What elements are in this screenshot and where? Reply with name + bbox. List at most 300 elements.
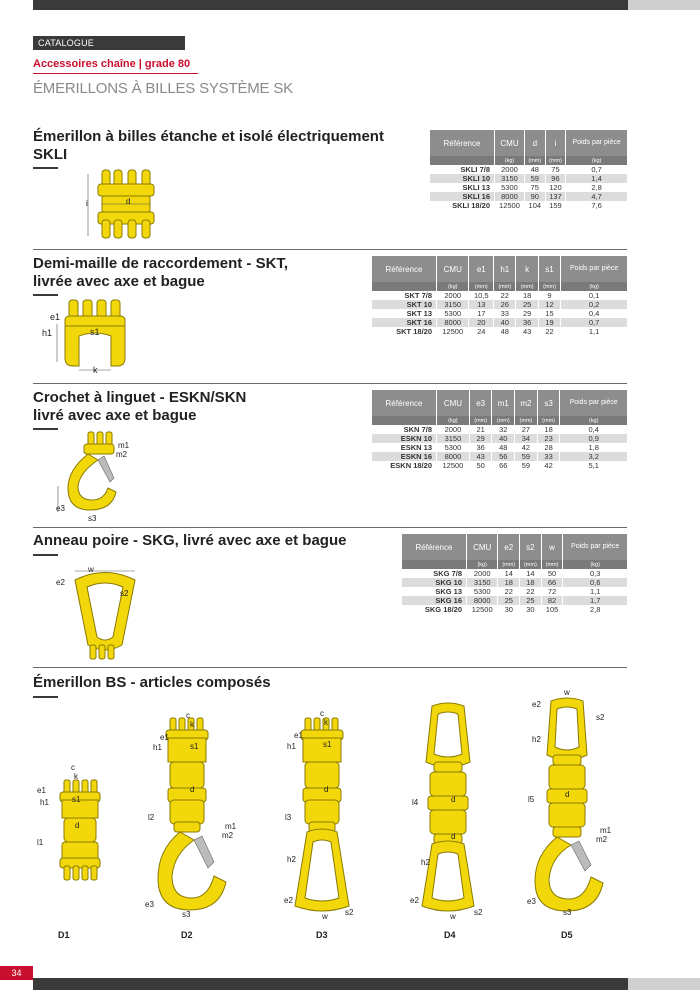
d5-dim-d: d bbox=[565, 790, 570, 799]
cell: 0,2 bbox=[561, 300, 627, 309]
cell: 29 bbox=[516, 309, 538, 318]
cell: 66 bbox=[492, 461, 515, 470]
unit-cell: (mm) bbox=[520, 560, 542, 569]
table-row bbox=[372, 309, 627, 318]
unit-cell: (mm) bbox=[515, 416, 538, 425]
cell: 5300 bbox=[437, 443, 470, 452]
cell: 0,9 bbox=[560, 434, 627, 443]
cell: SKT 7/8 bbox=[404, 291, 432, 300]
cell: 2,8 bbox=[563, 605, 627, 614]
cell: 2000 bbox=[467, 569, 498, 578]
unit-cell: (mm) bbox=[541, 560, 563, 569]
cell: 42 bbox=[515, 443, 538, 452]
table-row bbox=[430, 174, 627, 183]
unit-cell: (mm) bbox=[469, 282, 494, 291]
eskn-title-line1: Crochet à linguet - ESKN/SKN bbox=[33, 389, 247, 406]
table-row bbox=[430, 165, 627, 174]
th-s3: s3 bbox=[537, 390, 560, 416]
d3-dim-l3: l3 bbox=[285, 813, 292, 822]
cell: 22 bbox=[498, 587, 520, 596]
d1-drawing bbox=[50, 770, 110, 910]
d4-dim-w: w bbox=[450, 912, 456, 921]
cell: 22 bbox=[538, 327, 560, 336]
cell: 12500 bbox=[437, 327, 469, 336]
cell: 3150 bbox=[437, 434, 470, 443]
cell: 0,7 bbox=[561, 318, 627, 327]
th-poids: Poids par pièce bbox=[563, 534, 627, 560]
cell: 24 bbox=[469, 327, 494, 336]
d5-dim-s3: s3 bbox=[563, 908, 572, 917]
d2-dim-e1: e1 bbox=[160, 733, 169, 742]
th-cmu: CMU bbox=[437, 390, 470, 416]
cell: SKG 13 bbox=[435, 587, 462, 596]
cell: 12 bbox=[538, 300, 560, 309]
th-reference: Référence bbox=[430, 130, 495, 156]
cell: 48 bbox=[524, 165, 545, 174]
skg-underline bbox=[33, 554, 58, 556]
cell: 75 bbox=[545, 165, 566, 174]
cell: 59 bbox=[524, 174, 545, 183]
section-separator bbox=[33, 527, 627, 528]
skt-title-line2: livrée avec axe et bague bbox=[33, 273, 205, 290]
cell: 50 bbox=[541, 569, 563, 578]
cell: 137 bbox=[545, 192, 566, 201]
unit-cell: (kg) bbox=[495, 156, 525, 165]
cell: 19 bbox=[538, 318, 560, 327]
skt-title bbox=[33, 255, 288, 291]
cell: SKLI 7/8 bbox=[460, 165, 490, 174]
d5-dim-e2: e2 bbox=[532, 700, 541, 709]
cell: 50 bbox=[469, 461, 492, 470]
table-row bbox=[430, 192, 627, 201]
th-reference: Référence bbox=[372, 256, 437, 282]
d5-dim-m2: m2 bbox=[596, 835, 608, 844]
d3-dim-s1: s1 bbox=[323, 740, 332, 749]
cell: 1,1 bbox=[561, 327, 627, 336]
d2-dim-m1: m1 bbox=[225, 822, 237, 831]
d2-dim-e3: e3 bbox=[145, 900, 154, 909]
cell: 18 bbox=[520, 578, 542, 587]
cell: 0,4 bbox=[560, 425, 627, 434]
cell: 3150 bbox=[467, 578, 498, 587]
table-row bbox=[402, 569, 627, 578]
table-row bbox=[372, 300, 627, 309]
top-bar bbox=[33, 0, 628, 10]
d3-dim-d: d bbox=[324, 785, 329, 794]
cell: 32 bbox=[492, 425, 515, 434]
cell: 5300 bbox=[467, 587, 498, 596]
cell: 1,4 bbox=[566, 174, 627, 183]
skg-dim-w: w bbox=[88, 565, 94, 574]
cell: SKT 13 bbox=[406, 309, 432, 318]
table-header-row bbox=[402, 534, 627, 560]
d2-dim-k: k bbox=[190, 720, 194, 729]
eskn-dim-s3: s3 bbox=[88, 514, 97, 523]
cell: 43 bbox=[469, 452, 492, 461]
table-row bbox=[402, 596, 627, 605]
cell: 12500 bbox=[495, 201, 525, 210]
th-reference: Référence bbox=[372, 390, 437, 416]
skt-dim-s1: s1 bbox=[90, 327, 100, 337]
unit-cell: (kg) bbox=[563, 560, 627, 569]
eskn-title bbox=[33, 389, 246, 425]
table-row bbox=[430, 183, 627, 192]
cell: 0,7 bbox=[566, 165, 627, 174]
bs-underline bbox=[33, 696, 58, 698]
cell: 2000 bbox=[495, 165, 525, 174]
subtitle-rule bbox=[33, 73, 198, 74]
cell: 0,3 bbox=[563, 569, 627, 578]
th-s2: s2 bbox=[520, 534, 542, 560]
unit-cell: (kg) bbox=[437, 282, 469, 291]
cell: 8000 bbox=[437, 452, 470, 461]
catalog-tag: CATALOGUE bbox=[33, 36, 185, 50]
cell: 0,6 bbox=[563, 578, 627, 587]
item-label-d5: D5 bbox=[561, 930, 573, 940]
th-i: i bbox=[545, 130, 566, 156]
d4-dim-d: d bbox=[451, 795, 456, 804]
cell: 25 bbox=[516, 300, 538, 309]
th-s1: s1 bbox=[538, 256, 560, 282]
unit-cell: (kg) bbox=[560, 416, 627, 425]
cell: 18 bbox=[498, 578, 520, 587]
skt-table bbox=[372, 256, 627, 336]
unit-cell bbox=[402, 560, 467, 569]
cell: 3150 bbox=[437, 300, 469, 309]
cell: SKG 16 bbox=[402, 596, 467, 605]
cell: ESKN 16 bbox=[372, 452, 437, 461]
bs-title: Émerillon BS - articles composés bbox=[33, 674, 271, 691]
cell: 17 bbox=[469, 309, 494, 318]
d2-dim-l2: l2 bbox=[148, 813, 155, 822]
d2-dim-s1: s1 bbox=[190, 742, 199, 751]
skt-dim-k: k bbox=[93, 365, 98, 375]
cell: 1,8 bbox=[560, 443, 627, 452]
cell: 18 bbox=[516, 291, 538, 300]
cell: 10,5 bbox=[469, 291, 494, 300]
d1-dim-e1: e1 bbox=[37, 786, 46, 795]
cell: 104 bbox=[524, 201, 545, 210]
d2-dim-m2: m2 bbox=[222, 831, 234, 840]
th-cmu: CMU bbox=[467, 534, 498, 560]
d3-dim-e2: e2 bbox=[284, 896, 293, 905]
skli-title-line1: Émerillon à billes étanche et isolé électriquement bbox=[33, 128, 384, 145]
cell: 3,2 bbox=[560, 452, 627, 461]
unit-cell: (mm) bbox=[537, 416, 560, 425]
skli-underline bbox=[33, 167, 58, 169]
d5-drawing bbox=[525, 695, 625, 920]
cell: SKN 7/8 bbox=[403, 425, 432, 434]
d5-dim-l5: l5 bbox=[528, 795, 535, 804]
cell: 34 bbox=[515, 434, 538, 443]
section-separator bbox=[33, 383, 627, 384]
skli-title bbox=[33, 128, 384, 164]
cell: 20 bbox=[469, 318, 494, 327]
unit-cell: (mm) bbox=[516, 282, 538, 291]
unit-cell: (mm) bbox=[492, 416, 515, 425]
cell: SKLI 10 bbox=[430, 174, 495, 183]
cell: ESKN 13 bbox=[400, 443, 432, 452]
skg-dim-e2: e2 bbox=[56, 578, 65, 587]
cell: 2000 bbox=[437, 425, 470, 434]
cell: 14 bbox=[498, 569, 520, 578]
cell: ESKN 10 bbox=[372, 434, 437, 443]
cell: 7,6 bbox=[566, 201, 627, 210]
unit-cell: (kg) bbox=[566, 156, 627, 165]
cell: 120 bbox=[545, 183, 566, 192]
table-row bbox=[402, 578, 627, 587]
d5-dim-w: w bbox=[564, 688, 570, 697]
item-label-d3: D3 bbox=[316, 930, 328, 940]
cell: 59 bbox=[515, 452, 538, 461]
th-h1: h1 bbox=[494, 256, 516, 282]
cell: 36 bbox=[516, 318, 538, 327]
item-label-d1: D1 bbox=[58, 930, 70, 940]
cell: 0,4 bbox=[561, 309, 627, 318]
cell: SKG 10 bbox=[402, 578, 467, 587]
th-e2: e2 bbox=[498, 534, 520, 560]
th-e1: e1 bbox=[469, 256, 494, 282]
cell: 42 bbox=[537, 461, 560, 470]
unit-cell: (kg) bbox=[561, 282, 627, 291]
cell: SKT 10 bbox=[372, 300, 437, 309]
eskn-dim-e3: e3 bbox=[56, 504, 65, 513]
d1-dim-s1: s1 bbox=[72, 795, 81, 804]
skli-title-line2: SKLI bbox=[33, 146, 68, 163]
table-row bbox=[372, 318, 627, 327]
cell: 48 bbox=[492, 443, 515, 452]
d2-dim-h1: h1 bbox=[153, 743, 162, 752]
cell: 59 bbox=[515, 461, 538, 470]
unit-cell: (mm) bbox=[494, 282, 516, 291]
th-e3: e3 bbox=[469, 390, 492, 416]
d5-dim-m1: m1 bbox=[600, 826, 612, 835]
cell: 18 bbox=[537, 425, 560, 434]
skg-dim-s2: s2 bbox=[120, 589, 129, 598]
d1-dim-k: k bbox=[74, 772, 78, 781]
cell: 8000 bbox=[495, 192, 525, 201]
d5-dim-h2: h2 bbox=[532, 735, 541, 744]
cell: 2000 bbox=[437, 291, 469, 300]
cell: 25 bbox=[520, 596, 542, 605]
cell: 4,7 bbox=[566, 192, 627, 201]
cell: 33 bbox=[494, 309, 516, 318]
table-row bbox=[372, 461, 627, 470]
skli-dim-d: d bbox=[126, 197, 131, 206]
eskn-dim-m1: m1 bbox=[118, 441, 130, 450]
bottom-bar-accent bbox=[628, 978, 700, 990]
cell: 33 bbox=[537, 452, 560, 461]
cell: 30 bbox=[520, 605, 542, 614]
item-label-d4: D4 bbox=[444, 930, 456, 940]
d1-dim-h1: h1 bbox=[40, 798, 49, 807]
th-cmu: CMU bbox=[495, 130, 525, 156]
d3-dim-h1: h1 bbox=[287, 742, 296, 751]
d2-dim-c: c bbox=[186, 711, 190, 720]
cell: 9 bbox=[538, 291, 560, 300]
cell: 29 bbox=[469, 434, 492, 443]
table-row bbox=[430, 201, 627, 210]
cell: 22 bbox=[494, 291, 516, 300]
cell: 12500 bbox=[437, 461, 470, 470]
category-subtitle: Accessoires chaîne | grade 80 bbox=[33, 58, 191, 70]
th-m1: m1 bbox=[492, 390, 515, 416]
table-units-row bbox=[402, 560, 627, 569]
d4-dim-d-lower: d bbox=[451, 832, 456, 841]
table-row bbox=[402, 605, 627, 614]
eskn-dim-m2: m2 bbox=[116, 450, 128, 459]
unit-cell: (mm) bbox=[538, 282, 560, 291]
cell: SKT 18/20 bbox=[396, 327, 432, 336]
d4-drawing bbox=[410, 700, 490, 920]
cell: 23 bbox=[537, 434, 560, 443]
cell: 5300 bbox=[437, 309, 469, 318]
d2-dim-s3: s3 bbox=[182, 910, 191, 919]
cell: 72 bbox=[541, 587, 563, 596]
table-header-row bbox=[372, 390, 627, 416]
skli-drawing bbox=[80, 170, 180, 250]
th-cmu: CMU bbox=[437, 256, 469, 282]
d1-dim-d: d bbox=[75, 821, 80, 830]
th-reference: Référence bbox=[402, 534, 467, 560]
d3-dim-e1: e1 bbox=[294, 731, 303, 740]
table-header-row bbox=[372, 256, 627, 282]
skg-drawing bbox=[60, 565, 150, 665]
unit-cell: (mm) bbox=[545, 156, 566, 165]
cell: 8000 bbox=[467, 596, 498, 605]
d4-dim-s2: s2 bbox=[474, 908, 483, 917]
cell: 12500 bbox=[467, 605, 498, 614]
unit-cell: (kg) bbox=[467, 560, 498, 569]
th-poids: Poids par pièce bbox=[561, 256, 627, 282]
section-separator bbox=[33, 667, 627, 668]
table-row bbox=[402, 587, 627, 596]
skt-title-line1: Demi-maille de raccordement - SKT, bbox=[33, 255, 289, 272]
unit-cell: (mm) bbox=[469, 416, 492, 425]
cell: SKLI 13 bbox=[462, 183, 490, 192]
th-k: k bbox=[516, 256, 538, 282]
d3-dim-k: k bbox=[324, 718, 328, 727]
d1-dim-l1: l1 bbox=[37, 838, 44, 847]
th-d: d bbox=[524, 130, 545, 156]
skg-table bbox=[402, 534, 627, 614]
unit-cell: (mm) bbox=[498, 560, 520, 569]
top-bar-accent bbox=[628, 0, 700, 10]
unit-cell bbox=[372, 282, 437, 291]
item-label-d2: D2 bbox=[181, 930, 193, 940]
cell: 48 bbox=[494, 327, 516, 336]
table-header-row bbox=[430, 130, 627, 156]
table-units-row bbox=[372, 416, 627, 425]
cell: 1,1 bbox=[563, 587, 627, 596]
d2-dim-d: d bbox=[190, 785, 195, 794]
table-row bbox=[372, 425, 627, 434]
cell: 40 bbox=[494, 318, 516, 327]
d4-dim-h2: h2 bbox=[421, 858, 430, 867]
d3-dim-w: w bbox=[322, 912, 328, 921]
section-separator bbox=[33, 249, 627, 250]
eskn-table bbox=[372, 390, 627, 470]
cell: 66 bbox=[541, 578, 563, 587]
cell: 2,8 bbox=[566, 183, 627, 192]
cell: 56 bbox=[492, 452, 515, 461]
skg-title: Anneau poire - SKG, livré avec axe et bague bbox=[33, 532, 347, 549]
skt-dim-h1: h1 bbox=[42, 328, 53, 338]
unit-cell: (mm) bbox=[524, 156, 545, 165]
cell: 1,7 bbox=[563, 596, 627, 605]
cell: 159 bbox=[545, 201, 566, 210]
skli-table bbox=[430, 130, 627, 210]
page-title: ÉMERILLONS À BILLES SYSTÈME SK bbox=[33, 80, 293, 97]
d5-dim-e3: e3 bbox=[527, 897, 536, 906]
th-m2: m2 bbox=[515, 390, 538, 416]
cell: SKG 7/8 bbox=[433, 569, 462, 578]
d1-dim-c: c bbox=[71, 763, 75, 772]
table-row bbox=[372, 291, 627, 300]
table-row bbox=[372, 452, 627, 461]
d4-dim-e2: e2 bbox=[410, 896, 419, 905]
cell: 13 bbox=[469, 300, 494, 309]
cell: SKT 16 bbox=[372, 318, 437, 327]
cell: ESKN 18/20 bbox=[390, 461, 432, 470]
d3-dim-s2: s2 bbox=[345, 908, 354, 917]
table-units-row bbox=[372, 282, 627, 291]
cell: 105 bbox=[541, 605, 563, 614]
cell: 5300 bbox=[495, 183, 525, 192]
skt-dim-e1: e1 bbox=[50, 312, 61, 322]
eskn-title-line2: livré avec axe et bague bbox=[33, 407, 197, 424]
table-row bbox=[372, 327, 627, 336]
cell: 30 bbox=[498, 605, 520, 614]
cell: 5,1 bbox=[560, 461, 627, 470]
d5-dim-s2: s2 bbox=[596, 713, 605, 722]
cell: 22 bbox=[520, 587, 542, 596]
th-poids: Poids par pièce bbox=[560, 390, 627, 416]
unit-cell: (kg) bbox=[437, 416, 470, 425]
cell: 43 bbox=[516, 327, 538, 336]
d3-dim-c: c bbox=[320, 709, 324, 718]
cell: 96 bbox=[545, 174, 566, 183]
cell: 26 bbox=[494, 300, 516, 309]
th-poids: Poids par pièce bbox=[566, 130, 627, 156]
cell: SKLI 16 bbox=[430, 192, 495, 201]
cell: 21 bbox=[469, 425, 492, 434]
eskn-drawing bbox=[50, 430, 150, 520]
page-number: 34 bbox=[0, 966, 33, 980]
table-row bbox=[372, 443, 627, 452]
cell: 27 bbox=[515, 425, 538, 434]
cell: 90 bbox=[524, 192, 545, 201]
cell: 25 bbox=[498, 596, 520, 605]
cell: 82 bbox=[541, 596, 563, 605]
cell: 15 bbox=[538, 309, 560, 318]
cell: 3150 bbox=[495, 174, 525, 183]
bottom-bar bbox=[33, 978, 628, 990]
d3-dim-h2: h2 bbox=[287, 855, 296, 864]
cell: 8000 bbox=[437, 318, 469, 327]
cell: 75 bbox=[524, 183, 545, 192]
unit-cell bbox=[430, 156, 495, 165]
th-w: w bbox=[541, 534, 563, 560]
cell: SKLI 18/20 bbox=[452, 201, 490, 210]
unit-cell bbox=[372, 416, 437, 425]
table-units-row bbox=[430, 156, 627, 165]
cell: 14 bbox=[520, 569, 542, 578]
cell: 28 bbox=[537, 443, 560, 452]
cell: 36 bbox=[469, 443, 492, 452]
table-row bbox=[372, 434, 627, 443]
cell: 40 bbox=[492, 434, 515, 443]
